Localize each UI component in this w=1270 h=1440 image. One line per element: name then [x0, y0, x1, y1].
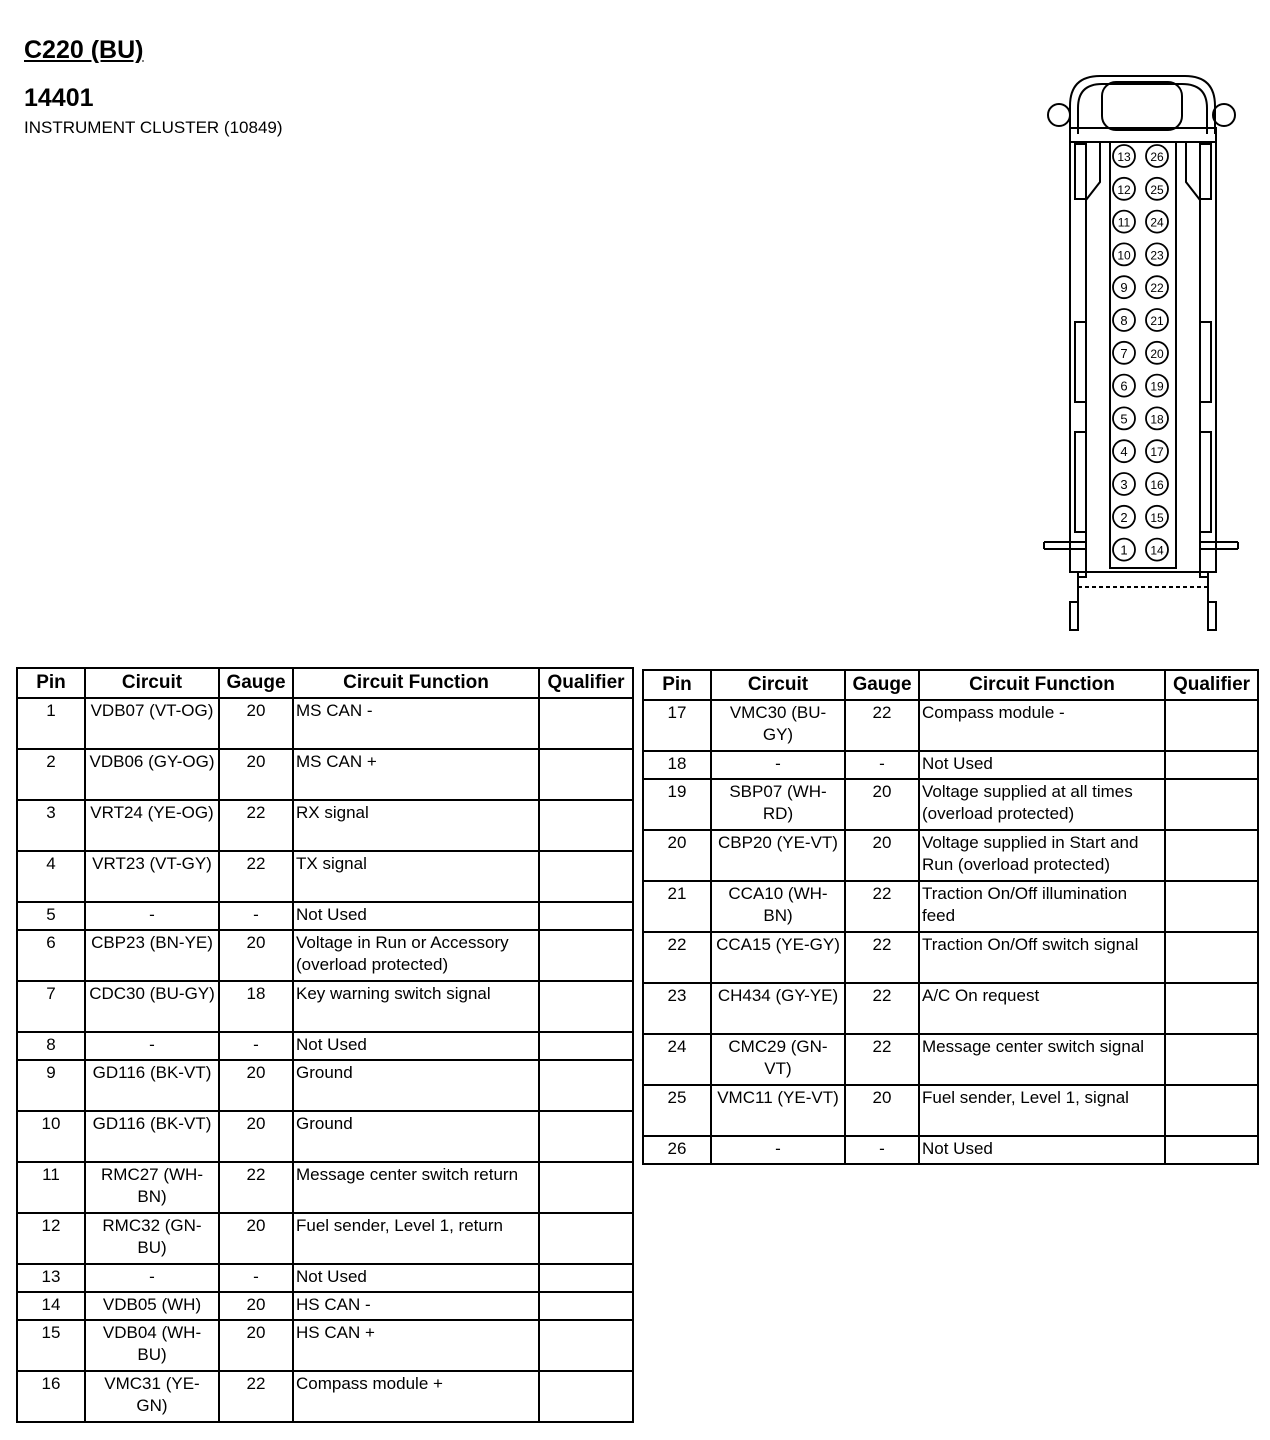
- circuit-cell: VDB07 (VT-OG): [85, 698, 219, 749]
- qualifier-cell: [1165, 779, 1258, 830]
- gauge-cell: 20: [845, 830, 919, 881]
- function-cell: Key warning switch signal: [293, 981, 539, 1032]
- function-cell: RX signal: [293, 800, 539, 851]
- pin-number-label: 18: [1150, 412, 1164, 427]
- gauge-cell: 20: [219, 1111, 293, 1162]
- table-row: [643, 1085, 1258, 1136]
- function-cell: HS CAN -: [293, 1292, 539, 1320]
- pin-cell: 3: [17, 800, 85, 851]
- pin-cell: 11: [17, 1162, 85, 1213]
- pin-number-label: 15: [1150, 510, 1164, 525]
- qualifier-cell: [1165, 1136, 1258, 1164]
- pin-number-label: 20: [1150, 346, 1164, 361]
- pin-number-label: 14: [1150, 543, 1164, 558]
- pin-cell: 5: [17, 902, 85, 930]
- circuit-cell: GD116 (BK-VT): [85, 1111, 219, 1162]
- function-cell: Compass module -: [919, 700, 1165, 751]
- table-row: [17, 1264, 633, 1292]
- table-row: [17, 749, 633, 800]
- column-header-gauge: Gauge: [845, 670, 919, 700]
- gauge-cell: 20: [845, 779, 919, 830]
- function-cell: Voltage supplied at all times (overload protected): [919, 779, 1165, 830]
- qualifier-cell: [539, 1213, 633, 1264]
- pin-cell: 20: [643, 830, 711, 881]
- circuit-cell: CH434 (GY-YE): [711, 983, 845, 1034]
- table-row: [17, 1162, 633, 1213]
- pin-number-label: 5: [1120, 411, 1128, 427]
- function-cell: MS CAN -: [293, 698, 539, 749]
- pin-number-label: 13: [1117, 150, 1131, 164]
- left-lock-tab: [1048, 104, 1070, 126]
- pin-number-label: 17: [1150, 445, 1164, 460]
- pin-number-label: 2: [1120, 509, 1128, 525]
- pin-number-label: 21: [1150, 314, 1164, 328]
- qualifier-cell: [1165, 881, 1258, 932]
- pin-cell: 13: [17, 1264, 85, 1292]
- pin-cell: 6: [17, 930, 85, 981]
- function-cell: Compass module +: [293, 1371, 539, 1422]
- pin-cell: 24: [643, 1034, 711, 1085]
- table-row: [17, 981, 633, 1032]
- pin-cell: 7: [17, 981, 85, 1032]
- circuit-cell: CCA10 (WH-BN): [711, 881, 845, 932]
- pin-number-label: 1: [1120, 542, 1128, 558]
- pin-cell: 16: [17, 1371, 85, 1422]
- function-cell: HS CAN +: [293, 1320, 539, 1371]
- circuit-cell: -: [711, 1136, 845, 1164]
- circuit-cell: VRT23 (VT-GY): [85, 851, 219, 902]
- table-row: [643, 983, 1258, 1034]
- circuit-cell: -: [85, 1032, 219, 1060]
- pin-number-label: 19: [1150, 379, 1164, 394]
- gauge-cell: 22: [219, 851, 293, 902]
- pin-number-label: 8: [1120, 313, 1128, 328]
- qualifier-cell: [1165, 700, 1258, 751]
- part-number: 14401: [24, 84, 94, 112]
- qualifier-cell: [1165, 932, 1258, 983]
- pin-number-label: 10: [1117, 248, 1131, 263]
- circuit-cell: RMC27 (WH-BN): [85, 1162, 219, 1213]
- gauge-cell: 22: [845, 881, 919, 932]
- gauge-cell: 22: [845, 932, 919, 983]
- pin-cell: 21: [643, 881, 711, 932]
- pin-cell: 2: [17, 749, 85, 800]
- pin-number-label: 3: [1120, 477, 1128, 492]
- connector-latch: [1102, 82, 1182, 130]
- circuit-cell: CBP20 (YE-VT): [711, 830, 845, 881]
- gauge-cell: 22: [845, 1034, 919, 1085]
- pin-cell: 10: [17, 1111, 85, 1162]
- qualifier-cell: [539, 902, 633, 930]
- table-row: [643, 881, 1258, 932]
- function-cell: MS CAN +: [293, 749, 539, 800]
- function-cell: A/C On request: [919, 983, 1165, 1034]
- qualifier-cell: [539, 1371, 633, 1422]
- pin-cell: 18: [643, 751, 711, 779]
- circuit-cell: CMC29 (GN-VT): [711, 1034, 845, 1085]
- pin-cell: 8: [17, 1032, 85, 1060]
- circuit-cell: VRT24 (YE-OG): [85, 800, 219, 851]
- qualifier-cell: [539, 1292, 633, 1320]
- pin-number-label: 12: [1117, 182, 1131, 197]
- qualifier-cell: [539, 1060, 633, 1111]
- pin-number-label: 16: [1150, 478, 1164, 492]
- function-cell: Message center switch signal: [919, 1034, 1165, 1085]
- column-header-circuit: Circuit: [85, 668, 219, 698]
- circuit-cell: GD116 (BK-VT): [85, 1060, 219, 1111]
- pin-number-label: 4: [1120, 444, 1128, 460]
- pin-number-label: 11: [1117, 215, 1131, 230]
- gauge-cell: 22: [219, 1371, 293, 1422]
- function-cell: Traction On/Off switch signal: [919, 932, 1165, 983]
- qualifier-cell: [539, 800, 633, 851]
- pin-cell: 4: [17, 851, 85, 902]
- pin-number-label: 24: [1150, 215, 1164, 230]
- pin-cell: 9: [17, 1060, 85, 1111]
- circuit-cell: CDC30 (BU-GY): [85, 981, 219, 1032]
- qualifier-cell: [539, 1162, 633, 1213]
- qualifier-cell: [539, 851, 633, 902]
- column-header-qualifier: Qualifier: [539, 668, 633, 698]
- pin-cell: 22: [643, 932, 711, 983]
- pinout-table-right: [642, 669, 1259, 1165]
- pin-number-label: 23: [1150, 248, 1164, 263]
- gauge-cell: -: [845, 1136, 919, 1164]
- pin-cell: 14: [17, 1292, 85, 1320]
- pin-number-label: 22: [1150, 281, 1164, 296]
- table-row: [643, 700, 1258, 751]
- gauge-cell: 18: [219, 981, 293, 1032]
- connector-body: [1070, 128, 1216, 572]
- table-row: [17, 800, 633, 851]
- connector-face-diagram: [1040, 72, 1240, 634]
- gauge-cell: -: [219, 1264, 293, 1292]
- function-cell: Fuel sender, Level 1, return: [293, 1213, 539, 1264]
- table-row: [17, 1320, 633, 1371]
- table-row: [17, 1213, 633, 1264]
- table-row: [17, 851, 633, 902]
- table-row: [17, 930, 633, 981]
- table-row: [643, 830, 1258, 881]
- circuit-cell: SBP07 (WH-RD): [711, 779, 845, 830]
- function-cell: Not Used: [919, 751, 1165, 779]
- function-cell: Not Used: [919, 1136, 1165, 1164]
- circuit-cell: VDB05 (WH): [85, 1292, 219, 1320]
- qualifier-cell: [1165, 1034, 1258, 1085]
- circuit-cell: VMC31 (YE-GN): [85, 1371, 219, 1422]
- table-row: [643, 1136, 1258, 1164]
- pin-cell: 25: [643, 1085, 711, 1136]
- column-header-circuit-function: Circuit Function: [919, 670, 1165, 700]
- qualifier-cell: [539, 930, 633, 981]
- qualifier-cell: [539, 1320, 633, 1371]
- pin-cell: 19: [643, 779, 711, 830]
- qualifier-cell: [1165, 1085, 1258, 1136]
- gauge-cell: 20: [219, 1060, 293, 1111]
- pin-number-label: 25: [1150, 182, 1164, 197]
- gauge-cell: 22: [845, 983, 919, 1034]
- qualifier-cell: [539, 1264, 633, 1292]
- function-cell: Voltage in Run or Accessory (overload protected): [293, 930, 539, 981]
- function-cell: Not Used: [293, 1032, 539, 1060]
- table-row: [643, 1034, 1258, 1085]
- function-cell: Ground: [293, 1060, 539, 1111]
- table-row: [643, 932, 1258, 983]
- function-cell: Not Used: [293, 1264, 539, 1292]
- qualifier-cell: [1165, 751, 1258, 779]
- circuit-cell: VMC30 (BU-GY): [711, 700, 845, 751]
- gauge-cell: 20: [219, 698, 293, 749]
- circuit-cell: CCA15 (YE-GY): [711, 932, 845, 983]
- table-row: [643, 779, 1258, 830]
- gauge-cell: 20: [219, 930, 293, 981]
- qualifier-cell: [1165, 983, 1258, 1034]
- function-cell: Voltage supplied in Start and Run (overload protected): [919, 830, 1165, 881]
- gauge-cell: 20: [219, 1292, 293, 1320]
- column-header-qualifier: Qualifier: [1165, 670, 1258, 700]
- pin-cell: 12: [17, 1213, 85, 1264]
- table-row: [17, 1032, 633, 1060]
- circuit-cell: VDB06 (GY-OG): [85, 749, 219, 800]
- circuit-cell: RMC32 (GN-BU): [85, 1213, 219, 1264]
- qualifier-cell: [539, 1111, 633, 1162]
- circuit-cell: -: [711, 751, 845, 779]
- column-header-pin: Pin: [17, 668, 85, 698]
- component-description: INSTRUMENT CLUSTER (10849): [24, 118, 283, 137]
- gauge-cell: 20: [219, 1213, 293, 1264]
- pin-number-label: 7: [1120, 345, 1128, 361]
- pin-number-label: 6: [1120, 378, 1128, 394]
- function-cell: Fuel sender, Level 1, signal: [919, 1085, 1165, 1136]
- gauge-cell: 22: [845, 700, 919, 751]
- gauge-cell: 22: [219, 800, 293, 851]
- pin-cell: 26: [643, 1136, 711, 1164]
- qualifier-cell: [539, 981, 633, 1032]
- column-header-circuit-function: Circuit Function: [293, 668, 539, 698]
- qualifier-cell: [539, 749, 633, 800]
- connector-title: C220 (BU): [24, 36, 144, 64]
- circuit-cell: VDB04 (WH-BU): [85, 1320, 219, 1371]
- column-header-gauge: Gauge: [219, 668, 293, 698]
- pin-number-label: 26: [1150, 150, 1164, 164]
- qualifier-cell: [539, 1032, 633, 1060]
- column-header-pin: Pin: [643, 670, 711, 700]
- pin-number-label: 9: [1120, 280, 1128, 296]
- function-cell: Message center switch return: [293, 1162, 539, 1213]
- table-row: [17, 1292, 633, 1320]
- function-cell: Not Used: [293, 902, 539, 930]
- right-lock-tab: [1213, 104, 1235, 126]
- pin-cell: 23: [643, 983, 711, 1034]
- gauge-cell: 20: [219, 749, 293, 800]
- table-row: [17, 1111, 633, 1162]
- table-row: [643, 751, 1258, 779]
- gauge-cell: -: [219, 1032, 293, 1060]
- gauge-cell: 20: [845, 1085, 919, 1136]
- gauge-cell: -: [845, 751, 919, 779]
- circuit-cell: VMC11 (YE-VT): [711, 1085, 845, 1136]
- table-row: [17, 698, 633, 749]
- qualifier-cell: [1165, 830, 1258, 881]
- function-cell: TX signal: [293, 851, 539, 902]
- circuit-cell: CBP23 (BN-YE): [85, 930, 219, 981]
- gauge-cell: -: [219, 902, 293, 930]
- pin-cell: 17: [643, 700, 711, 751]
- table-row: [17, 902, 633, 930]
- circuit-cell: -: [85, 1264, 219, 1292]
- circuit-cell: -: [85, 902, 219, 930]
- qualifier-cell: [539, 698, 633, 749]
- pin-cell: 15: [17, 1320, 85, 1371]
- table-row: [17, 1060, 633, 1111]
- pin-cell: 1: [17, 698, 85, 749]
- function-cell: Ground: [293, 1111, 539, 1162]
- gauge-cell: 20: [219, 1320, 293, 1371]
- table-row: [17, 1371, 633, 1422]
- column-header-circuit: Circuit: [711, 670, 845, 700]
- pinout-table-left: [16, 667, 634, 1423]
- function-cell: Traction On/Off illumination feed: [919, 881, 1165, 932]
- gauge-cell: 22: [219, 1162, 293, 1213]
